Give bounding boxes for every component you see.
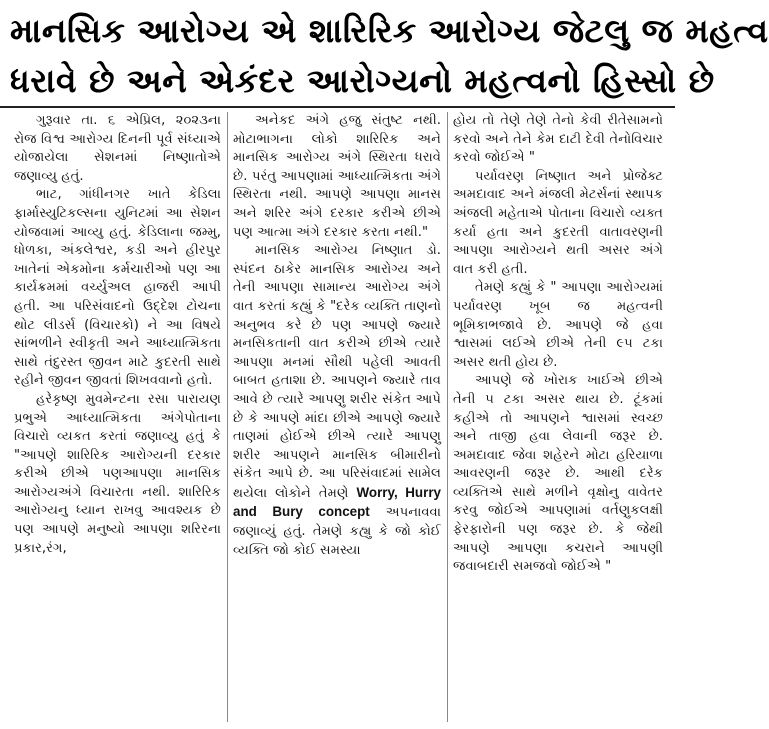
paragraph: હરેકૃષ્ણ મુવમેન્ટના રસા પારાયણ પ્રભુએ આધ્યાત્મિકતા અંગેપોતાના વિચારો વ્યકત કરતાં જણાવ્યુ હતું કે "આપણે શારિરિક આરોગ્યની દરકાર કરીએ છીએ પણઆપણા માનસિક આરોગ્યઅંગે વિચારતા નથી. શારિરિક આરોગ્યનુ ધ્યાન રાખવુ આવશ્યક છે પણ આપણે મનુષ્યો આપણા શરિરના પ્રકાર,રંગ, (14, 391, 221, 556)
paragraph: પર્યાવરણ નિષ્ણાત અને પ્રોજેક્ટ અમદાવાદ અને મંજલી મેટર્સનાં સ્થાપક અંજલી મહેતાએ પોતાના વિચારો વ્યક્ત કર્યા હતા અને કુદરતી વાતાવરણની આપણા આરોગ્યને થતી અસર અંગે વાત કરી હતી. (453, 168, 663, 277)
concept-phrase: Worry, Hurry and Bury concept (233, 484, 441, 520)
paragraph: ગુરૂવાર તા. ૬ એપ્રિલ, ૨૦૨૩ના રોજ વિશ્વ આરોગ્ય દિનની પૂર્વ સંધ્યાએ યોજાયેલા સેશનમાં નિષ્ણાતોએ જણાવ્યુ હતું. (14, 113, 221, 184)
paragraph (233, 242, 441, 560)
column-1 (14, 112, 221, 724)
column-3 (453, 112, 663, 724)
column-2 (233, 112, 441, 724)
column-divider (227, 112, 228, 722)
paragraph: આપણે જે ખોરાક ખાઈએ છીએ તેની ૫ ટકા અસર થાય છે. ટૂંકમાં કહીએ તો આપણને શ્વાસમાં સ્વચ્છ અને તાજી હવા લેવાની જરૂર છે. અમદાવાદ જેવા શહેરને મોટા હરિયાળા આવરણની જરૂર છે. આથી દરેક વ્યક્તિએ સાથે મળીને વૃક્ષોનુ વાવેતર કરવુ જોઈએ આપણામાં વર્તણુકલક્ષી ફેરફારોની પણ જરૂર છે. કે જેથી આપણે આપણા કચરાને આપણી જવાબદારી સમજવો જોઈએ " (453, 373, 663, 575)
paragraph: તેમણે કહ્યું કે " આપણા આરોગ્યમાં પર્યાવરણ ખૂબ જ મહત્વની ભૂમિકાભજાવે છે. આપણે જે હવા શ્વાસમાં લઈએ છીએ તેની ૯૫ ટકા અસર થતી હોય છે. (453, 280, 663, 370)
paragraph: અનેકદ અંગે હજુ સંતુષ્ટ નથી. મોટાભાગના લોકો શારિરિક અને માનસિક આરોગ્ય અંગે સ્થિરતા ધરાવે છે. પરંતુ આપણામાં આધ્યાત્મિકતા અંગે સ્થિરતા નથી. આપણે આપણા માનસ અને શરિર અંગે દરકાર કરીએ છીએ પણ આત્મા અંગે દરકાર કરતા નથી." (233, 113, 441, 240)
paragraph: હોય તો તેણે તેણે તેનો કેવી રીતેસામનો કરવો અને તેને કેમ દાટી દેવી તેનોવિચાર કરવો જોઈએ " (453, 113, 663, 166)
paragraph-text: અપનાવવા જણાવ્યું હતું. તેમણે કહ્યુ કે જો કોઈ વ્યક્તિ જો કોઈ સમસ્યા (233, 505, 441, 558)
headline-line-2: ધરાવે છે અને એકંદર આરોગ્યનો મહત્વનો હિસ્સો છે (10, 61, 715, 100)
paragraph-text: માનસિક આરોગ્ય નિષ્ણાત ડો. સ્પંદન ઠાકેર માનસિક આરોગ્ય અને તેની આપણા સામાન્ય આરોગ્ય અંગે વાત કરતાં કહ્યું કે "દરેક વ્યક્તિ તાણનો અનુભવ કરે છે પણ આપણે જ્યારે મનસિકતાની વાત કરીએ છીએ ત્યારે આપણા મનમાં સૌથી પહેલી આવતી બાબત હતાશા છે. આપણને જ્યારે તાવ આવે છે ત્યારે આપણુ શરીર સંકેત આપે છે કે આપણે માંદા છીએ આપણે જ્યારે તાણમાં હોઈએ છીએ ત્યારે આપણુ શરીર આપણને માનસિક બીમારીનો સંકેત આપે છે. આ પરિસંવાદમાં સામેલ થયેલા લોકોને તેમણે (233, 243, 441, 501)
headline (10, 6, 769, 106)
column-divider (447, 112, 448, 722)
paragraph: ભાટ, ગાંધીનગર ખાતે કેડિલા ફાર્માસ્યુટિકલ્સના યુનિટમાં આ સેશન યોજવામાં આવ્યુ હતું. કેડિલાના જમ્મુ, ધોળકા, અંકલેશ્વર, કડી અને હીરપુર ખાતેનાં એકમોના કર્મચારીઓ પણ આ કાર્યક્રમમાં વર્ચ્યુઅલ હાજરી આપી હતી. આ પરિસંવાદનો ઉદ્દેશ ટોચના થોટ લીડર્સ (વિચારકો) ને આ વિષયે સાંભળીને સ્વીકૃતી અને આધ્યાત્મિકતા સાથે તંદુરસ્ત જીવન માટે કુદરતી સાથે રહીને જીવન જીવતાં શિખવવાનો હતો. (14, 187, 221, 389)
headline-line-1: માનસિક આરોગ્ય એ શારિરિક આરોગ્ય જેટલુ જ મહત્વ (10, 11, 769, 50)
headline-rule (0, 106, 675, 108)
